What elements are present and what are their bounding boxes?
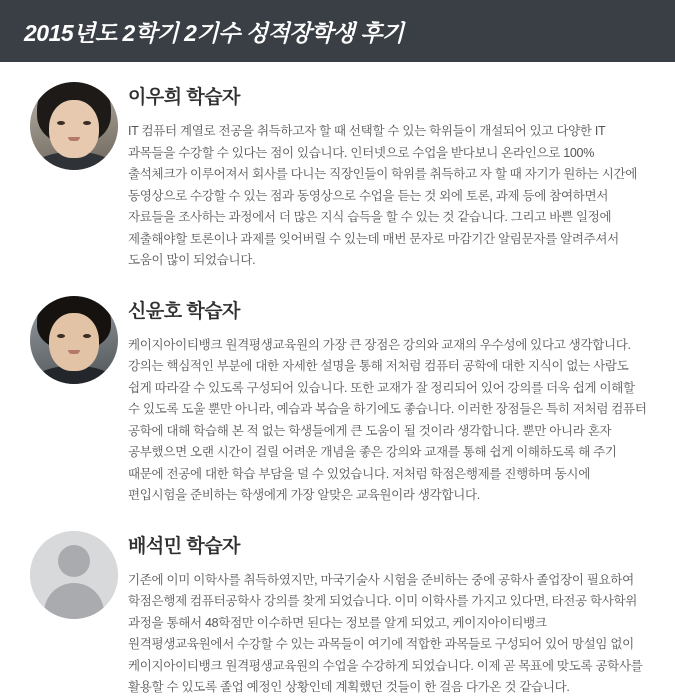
avatar-container xyxy=(20,290,128,384)
page-header xyxy=(0,0,675,62)
reviewer-name: 이우희 학습자 xyxy=(128,87,240,108)
photo-avatar-male-icon xyxy=(30,296,118,384)
review-list xyxy=(0,62,675,699)
review-item xyxy=(20,76,655,272)
page-title: 2015년도 2학기 2기수 성적장학생 후기 xyxy=(24,19,404,46)
review-text: 기존에 이미 이학사를 취득하였지만, 마국기술사 시험을 준비하는 중에 공학사 졸업장이 필요하여 학점은행제 컴퓨터공학사 강의를 찾게 되었습니다. 이미 이학사를 가지고 있다면, 타전공 학사학위 과정을 통해서 48학점만 이수하면 된다는 정보를 알게 되었고, 케이지아이티뱅크 원격평생교육원에서 수강할 수 있는 과목들이 여기에 적합한 과목들로 구성되어 있어 망설임 없이 케이지아이티뱅크 원격평생교육원의 수업을 수강하게 되었습니다. 이제 곧 목표에 맞도록 공학사를 활용할 수 있도록 졸업 예정인 상황인데 계획했던 것들이 한 걸음 다가온 것 같습니다. xyxy=(128,572,643,694)
review-text: IT 컴퓨터 계열로 전공을 취득하고자 할 때 선택할 수 있는 학위들이 개설되어 있고 다양한 IT 과목들을 수강할 수 있다는 점이 있습니다. 인터넷으로 수업을 받다보니 온라인으로 100% 출석체크가 이루어져서 회사를 다니는 직장인들이 학위를 취득하고 자 할 때 자기가 원하는 시간에 동영상으로 수강할 수 있는 점과 동영상으로 수업을 듣는 것 외에 토론, 과제 등에 참여하면서 자료들을 조사하는 과정에서 더 많은 지식 습득을 할 수 있는 것 같습니다. 그리고 바쁜 일정에 제출해야할 토론이나 과제를 잊어버릴 수 있는데 매번 문자로 마감기간 알림문자를 알려주셔서 도움이 많이 되었습니다. xyxy=(128,124,638,267)
review-text: 케이지아이티뱅크 원격평생교육원의 가장 큰 장점은 강의와 교재의 우수성에 있다고 생각합니다. 강의는 핵심적인 부분에 대한 자세한 설명을 통해 저처럼 컴퓨터 공학에 대한 지식이 없는 사람도 쉽게 따라갈 수 있도록 구성되어 있습니다. 또한 교재가 잘 정리되어 있어 강의를 더욱 쉽게 이해할 수 있도록 도울 뿐만 아니라, 예습과 복습을 하기에도 좋습니다. 이러한 장점들은 특히 저처럼 컴퓨터 공학에 대해 학습해 본 적 없는 학생들에게 큰 도움이 될 것이라 생각합니다. 뿐만 아니라 혼자 공부했으면 오랜 시간이 걸릴 어려운 개념을 좋은 강의와 교재를 통해 쉽게 이해하도록 해 주기 때문에 전공에 대한 학습 부담을 덜 수 있었습니다. 저처럼 학점은행제를 진행하며 동시에 편입시험을 준비하는 학생에게 가장 알맞은 교육원이라 생각합니다. xyxy=(128,337,647,502)
reviewer-name: 배석민 학습자 xyxy=(128,535,240,557)
review-content xyxy=(128,290,655,507)
review-content xyxy=(128,76,655,272)
avatar-container xyxy=(20,76,128,170)
photo-avatar-female-icon xyxy=(30,82,118,170)
review-item xyxy=(20,290,655,507)
avatar-container xyxy=(20,525,128,619)
review-content xyxy=(128,525,655,699)
review-item xyxy=(20,525,655,699)
silhouette-avatar-icon xyxy=(30,531,118,619)
reviewer-name: 신윤호 학습자 xyxy=(128,300,240,322)
